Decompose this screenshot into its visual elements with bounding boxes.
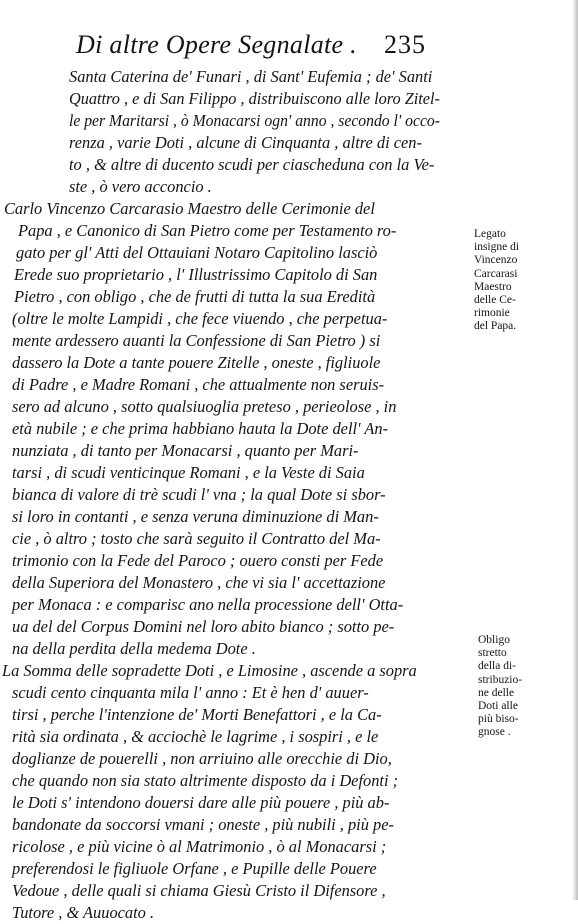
running-title: Di altre Opere Segnalate . <box>76 30 357 59</box>
text-line: tarsi , di scudi venticinque Romani , e la Veste di Saia <box>12 463 365 482</box>
text-line: Santa Caterina de' Funari , di Sant' Eufemia ; de' Santi <box>69 67 433 86</box>
text-line: scudi cento cinquanta mila l' anno : Et è hen d' auuer- <box>12 683 369 702</box>
page-number: 235 <box>384 30 426 59</box>
text-line: Carlo Vincenzo Carcarasio Maestro delle Cerimonie del <box>4 199 375 218</box>
text-line: che quando non sia stato altrimente disposto da i Defonti ; <box>12 771 399 790</box>
text-line: gato per gl' Atti del Ottauiani Notaro Capitolino lasciò <box>16 243 378 262</box>
text-line: doglianze de pouerelli , non arriuino alle orecchie di Dio, <box>12 749 392 768</box>
text-line: le Doti s' intendono douersi dare alle più pouere , più ab- <box>12 793 390 812</box>
margin-note-line: Obligo <box>478 634 510 646</box>
text-line: to , & altre di ducento scudi per ciascheduna con la Ve- <box>69 155 435 174</box>
text-line: Vedoue , delle quali si chiama Giesù Cristo il Difensore , <box>12 881 386 900</box>
text-line: tirsi , perche l'intenzione de' Morti Benefattori , e la Ca- <box>12 705 382 724</box>
margin-note-line: Maestro <box>474 280 512 293</box>
text-line: La Somma delle sopradette Doti , e Limosine , ascende a sopra <box>2 661 417 680</box>
text-line: Erede suo proprietario , l' Illustrissimo Capitolo di San <box>14 265 378 284</box>
page-edge-shadow <box>572 0 578 900</box>
text-line: Pietro , con obligo , che de frutti di tutta la sua Eredità <box>14 287 376 306</box>
text-line: trimonio con la Fede del Paroco ; ouero consti per Fede <box>12 551 384 570</box>
text-line: di Padre , e Madre Romani , che attualmente non seruis- <box>12 375 385 394</box>
text-line: bianca di valore di trè scudi l' vna ; la qual Dote si sbor- <box>12 485 386 504</box>
text-line: della Superiora del Monastero , che vi sia l' accettazione <box>12 573 386 592</box>
text-line: età nubile ; e che prima habbiano hauta la Dote dell' An- <box>12 419 389 438</box>
text-line: mente ardessero auanti la Confessione di San Pietro ) si <box>12 331 381 350</box>
text-line: rità sia ordinata , & acciochè le lagrime , i sospiri , e le <box>12 727 379 746</box>
margin-note-obligo <box>478 634 522 740</box>
text-line: na della perdita della medema Dote . <box>12 639 256 658</box>
text-line: ste , ò vero acconcio . <box>69 177 212 196</box>
text-line: Tutore , & Auuocato . <box>12 903 155 922</box>
text-line: bandonate da soccorsi vmani ; oneste , più nubili , più pe- <box>12 815 394 834</box>
margin-note-line: stretto <box>478 647 507 660</box>
text-line: cie , ò altro ; tosto che sarà seguito il Contratto del Ma- <box>12 529 381 548</box>
text-line: dassero la Dote a tante pouere Zitelle , oneste , figliuole <box>12 353 381 372</box>
margin-note-line: ne delle <box>478 686 515 699</box>
margin-note-line: insigne di <box>474 241 520 254</box>
margin-note-line: più biso- <box>478 713 519 726</box>
margin-note-line: gnose . <box>478 726 511 739</box>
text-line: le per Maritarsi , ò Monacarsi ogn' anno , secondo l' occo- <box>69 111 440 130</box>
margin-note-line: del Papa. <box>474 320 517 333</box>
text-line: nunziata , di tanto per Monacarsi , quanto per Mari- <box>12 441 359 460</box>
text-line: preferendosi le figliuole Orfane , e Pupille delle Pouere <box>12 859 377 878</box>
margin-note-line: Carcarasi <box>474 267 518 280</box>
text-line: renza , varie Doti , alcune di Cinquanta , altre di cen- <box>69 133 422 152</box>
margin-note-line: delle Ce- <box>474 294 516 307</box>
margin-note-line: Legato <box>474 228 506 240</box>
text-line: sero ad alcuno , sotto qualsiuoglia preteso , perieolose , in <box>12 397 397 416</box>
margin-note-line: rimonie <box>474 307 510 320</box>
text-line: Quattro , e di San Filippo , distribuiscono alle loro Zitel- <box>69 89 440 108</box>
text-line: per Monaca : e comparisc ano nella processione dell' Otta- <box>12 595 404 614</box>
margin-note-line: Doti alle <box>478 700 518 713</box>
margin-note-line: Vincenzo <box>474 254 518 267</box>
text-line: (oltre le molte Lampidi , che fece viuendo , che perpetua- <box>12 309 388 328</box>
text-line: ricolose , e più vicine ò al Matrimonio , ò al Monacarsi ; <box>12 837 387 856</box>
margin-note-legato <box>474 228 519 334</box>
margin-note-line: della di- <box>478 660 516 673</box>
text-line: Papa , e Canonico di San Pietro come per Testamento ro- <box>18 221 397 240</box>
margin-note-line: stribuzio- <box>478 673 523 686</box>
text-line: ua del del Corpus Domini nel loro abito bianco ; sotto pe- <box>12 617 395 636</box>
text-line: si loro in contanti , e senza veruna diminuzione di Man- <box>12 507 379 526</box>
running-header <box>66 30 426 64</box>
